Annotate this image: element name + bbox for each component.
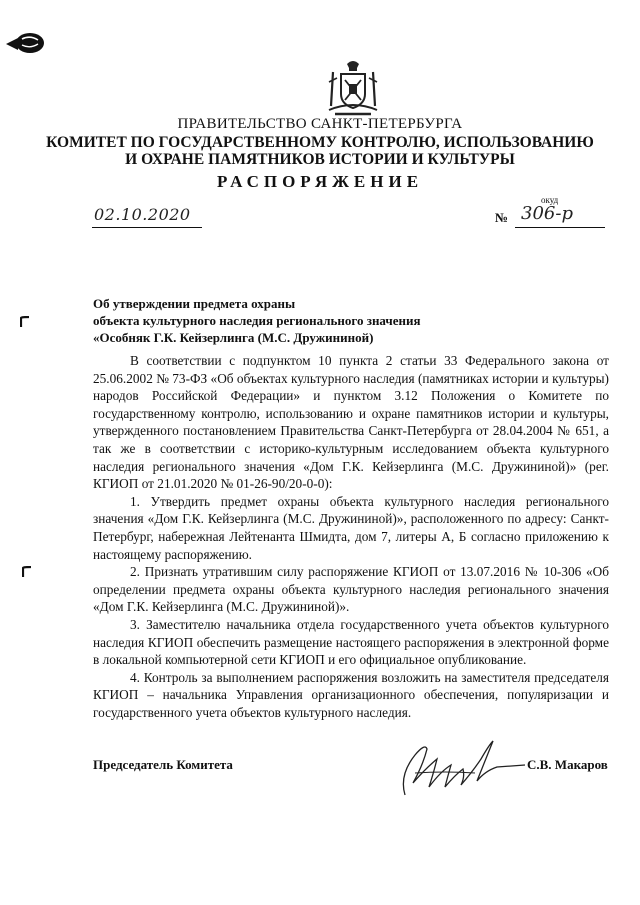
document-number-label: №: [495, 210, 509, 225]
committee-title-line2: И ОХРАНЕ ПАМЯТНИКОВ ИСТОРИИ И КУЛЬТУРЫ: [125, 151, 515, 168]
document-date: 02.10.2020: [94, 205, 191, 224]
committee-title-line1: КОМИТЕТ ПО ГОСУДАРСТВЕННОМУ КОНТРОЛЮ, ИСПОЛЬЗОВАНИЮ: [46, 134, 594, 151]
government-title: ПРАВИТЕЛЬСТВО САНКТ-ПЕТЕРБУРГА: [177, 116, 463, 132]
committee-title: [0, 134, 640, 168]
signatory-title: Председатель Комитета: [93, 757, 233, 772]
document-date-field: [92, 205, 202, 228]
body-preamble: В соответствии с подпунктом 10 пункта 2 статьи 33 Федерального закона от 25.06.2002 № 73-ФЗ «Об объектах культурного наследия (памятниках истории и культуры) народов Российской Федерации» и пунктом 3.12 Положения о Комитете по государственному контролю, использованию и охране памятников истории и культуры, утвержденного постановлением Правительства Санкт-Петербурга от 28.04.2004 № 651, а так же в соответствии с историко-культурным исследованием объекта культурного наследия регионального значения «Дом Г.К. Кейзерлинга (М.С. Дружининой)» (рег. КГИОП от 21.01.2020 № 01-26-90/20-0-0):: [93, 353, 609, 492]
margin-corner-mark-icon: [22, 566, 32, 578]
okud-label: окуд: [541, 195, 559, 205]
document-number-field: [515, 205, 605, 228]
document-type: РАСПОРЯЖЕНИЕ: [216, 172, 424, 191]
body-item-1: 1. Утвердить предмет охраны объекта культурного наследия регионального значения «Дом Г.К. Кейзерлинга (М.С. Дружининой)», расположенного по адресу: Санкт-Петербург, набережная Лейтенанта Шмидта, дом 7, литеры А, Б согласно приложению к настоящему распоряжению.: [93, 493, 609, 562]
handwritten-signature: [385, 735, 530, 800]
subject-line2: объекта культурного наследия регионального значения: [93, 313, 421, 328]
document-subject: [93, 295, 421, 346]
document-number: 306-р: [521, 203, 573, 224]
body-item-4: 4. Контроль за выполнением распоряжения возложить на заместителя председателя КГИОП – начальника Управления организационного обеспечения, популяризации и государственного учета объектов культурного наследия.: [93, 669, 609, 720]
subject-line1: Об утверждении предмета охраны: [93, 296, 296, 311]
body-item-2: 2. Признать утратившим силу распоряжение КГИОП от 13.07.2016 № 10-306 «Об определении предмета охраны объекта культурного наследия регионального значения «Дом Г.К. Кейзерлинга (М.С. Дружининой)».: [93, 564, 609, 615]
document-body: [93, 352, 609, 721]
coat-of-arms-emblem: [327, 58, 379, 118]
subject-line3: «Особняк Г.К. Кейзерлинга (М.С. Дружининой): [93, 330, 374, 345]
registration-mark-icon: [4, 30, 46, 56]
margin-corner-mark-icon: [20, 316, 30, 328]
body-item-3: 3. Заместителю начальника отдела государственного учета объектов культурного наследия КГИОП обеспечить размещение настоящего распоряжения в электронной форме в локальной компьютерной сети КГИОП и его официальное опубликование.: [93, 616, 609, 668]
signatory-name: С.В. Макаров: [527, 757, 608, 772]
